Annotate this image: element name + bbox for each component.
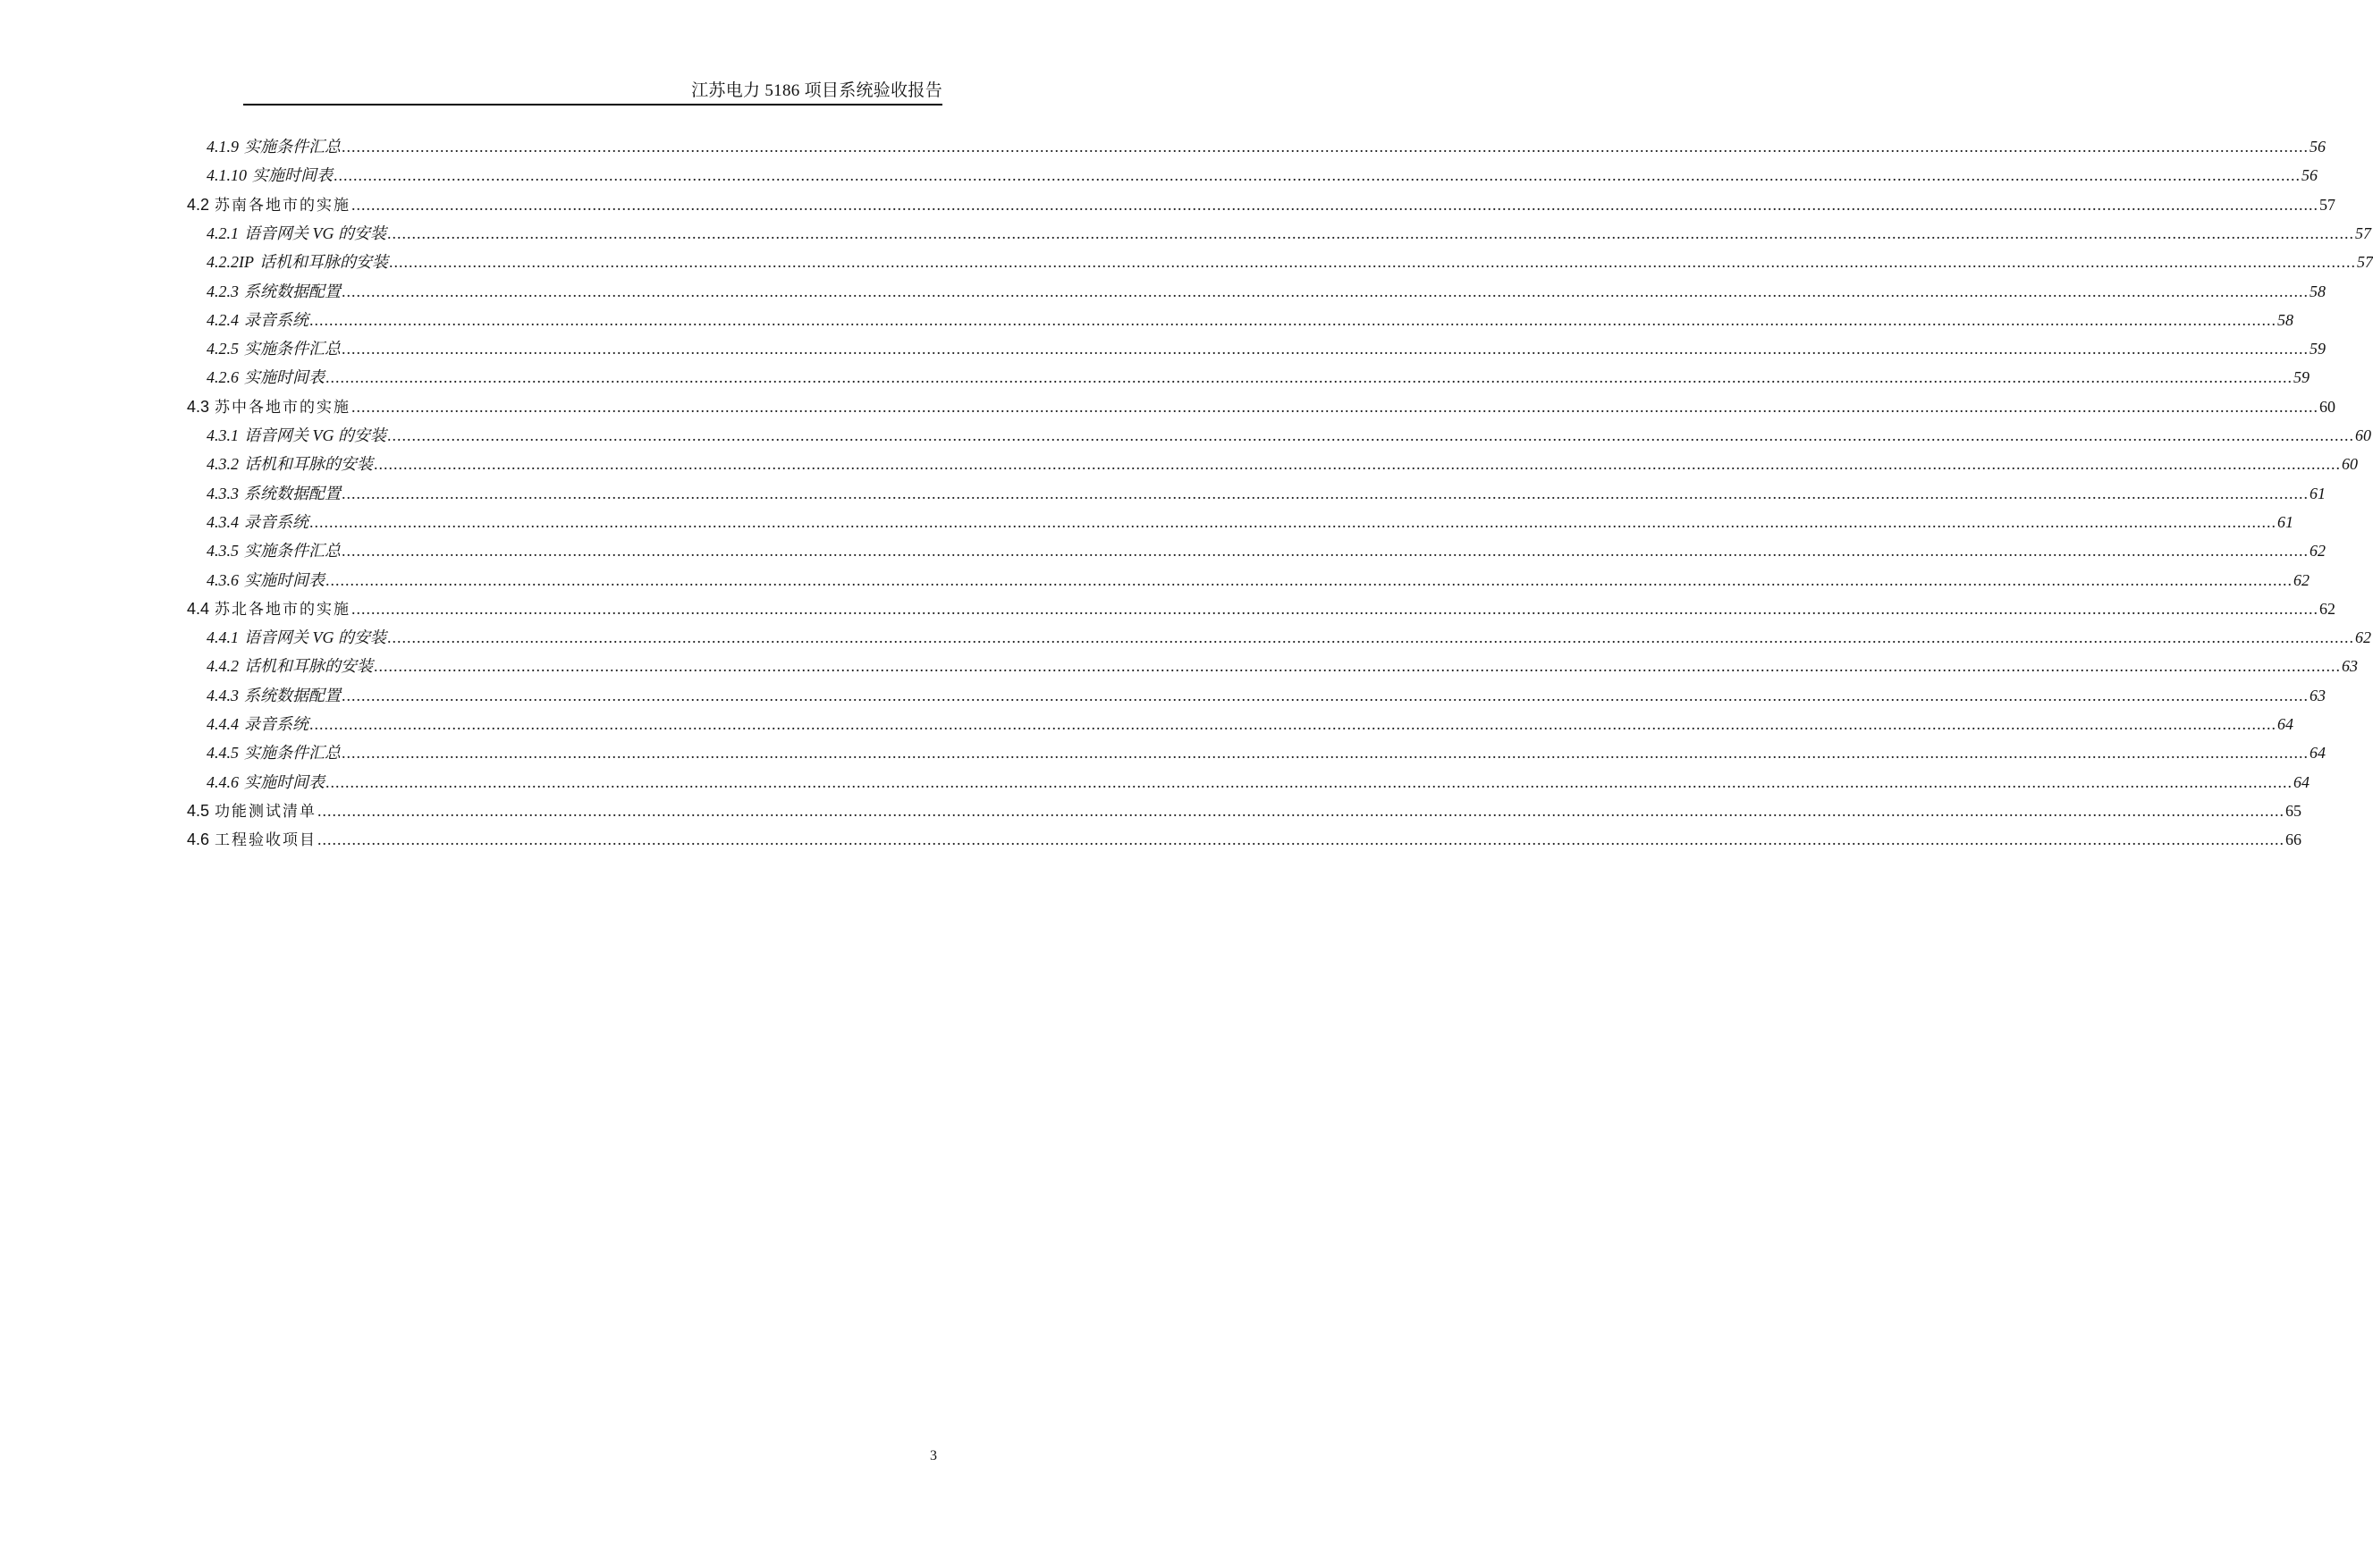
- toc-entry-page: 57: [2355, 223, 2371, 242]
- toc-entry-number: 4.2.2IP: [207, 253, 254, 272]
- toc-leader-dots: ................................................................................................................................................................................................................................................................................................................................................................................................................: [334, 166, 2301, 185]
- toc-leader-dots: ................................................................................................................................................................................................................................................................................................................................................................................................................: [342, 484, 2309, 502]
- toc-entry[interactable]: [207, 133, 2326, 160]
- toc-entry-page: 64: [2277, 715, 2293, 733]
- toc-entry-label: 实施条件汇总: [244, 138, 341, 156]
- toc-entry-label: 实施时间表: [244, 570, 325, 589]
- toc-leader-dots: ................................................................................................................................................................................................................................................................................................................................................................................................................: [317, 801, 2285, 820]
- toc-entry-label: 录音系统: [244, 715, 308, 733]
- toc-leader-dots: ................................................................................................................................................................................................................................................................................................................................................................................................................: [351, 397, 2319, 416]
- toc-entry-page: 63: [2310, 686, 2326, 704]
- toc-entry-label: 实施时间表: [244, 772, 325, 791]
- toc-entry-number: 4.2: [187, 195, 210, 214]
- toc-entry[interactable]: [207, 162, 2318, 189]
- toc-entry-number: 4.5: [187, 801, 210, 820]
- toc-entry-page: 59: [2293, 368, 2310, 387]
- toc-entry-number: 4.3.4: [207, 512, 239, 531]
- toc-entry[interactable]: [207, 509, 2293, 535]
- toc-entry-page: 60: [2355, 426, 2371, 444]
- toc-entry-label: 系统数据配置: [244, 282, 341, 300]
- toc-leader-dots: ................................................................................................................................................................................................................................................................................................................................................................................................................: [389, 253, 2356, 272]
- toc-entry-page: 62: [2310, 542, 2326, 561]
- toc-entry[interactable]: [207, 249, 2373, 275]
- toc-leader-dots: ................................................................................................................................................................................................................................................................................................................................................................................................................: [342, 542, 2309, 561]
- toc-entry-number: 4.2.1: [207, 223, 239, 242]
- toc-entry-label: 系统数据配置: [244, 686, 341, 704]
- toc-entry-label: 工程验收项目: [215, 831, 317, 849]
- toc-entry-page: 64: [2293, 772, 2310, 791]
- toc-entry[interactable]: [187, 826, 2302, 853]
- toc-entry-page: 57: [2357, 253, 2373, 272]
- toc-entry-number: 4.1.10: [207, 166, 247, 185]
- toc-entry-number: 4.4.6: [207, 772, 239, 791]
- toc-leader-dots: ................................................................................................................................................................................................................................................................................................................................................................................................................: [387, 628, 2354, 647]
- toc-entry-label: 苏南各地市的实施: [215, 196, 351, 214]
- toc-entry-label: 实施条件汇总: [244, 542, 341, 561]
- toc-entry-number: 4.2.3: [207, 282, 239, 300]
- toc-entry[interactable]: [207, 682, 2326, 709]
- toc-entry-number: 4.4.3: [207, 686, 239, 704]
- toc-leader-dots: ................................................................................................................................................................................................................................................................................................................................................................................................................: [342, 686, 2309, 704]
- toc-entry-page: 61: [2310, 484, 2326, 502]
- toc-entry-page: 62: [2293, 570, 2310, 589]
- toc-entry-page: 66: [2285, 830, 2302, 849]
- toc-entry-number: 4.3.6: [207, 570, 239, 589]
- document-title: 江苏电力 5186 项目系统验收报告: [691, 81, 942, 100]
- page-header: [243, 77, 942, 105]
- toc-entry-label: 实施时间表: [244, 368, 325, 387]
- toc-entry-page: 62: [2319, 599, 2336, 618]
- toc-leader-dots: ................................................................................................................................................................................................................................................................................................................................................................................................................: [342, 744, 2309, 763]
- toc-leader-dots: ................................................................................................................................................................................................................................................................................................................................................................................................................: [309, 715, 2276, 733]
- toc-entry-number: 4.3: [187, 397, 210, 416]
- toc-entry-number: 4.2.4: [207, 310, 239, 329]
- toc-entry-number: 4.3.5: [207, 542, 239, 561]
- toc-leader-dots: ................................................................................................................................................................................................................................................................................................................................................................................................................: [342, 138, 2309, 156]
- toc-entry[interactable]: [187, 393, 2336, 420]
- toc-entry-page: 57: [2319, 195, 2336, 214]
- toc-entry[interactable]: [207, 335, 2326, 362]
- toc-entry-number: 4.2.6: [207, 368, 239, 387]
- toc-entry-page: 60: [2319, 397, 2336, 416]
- toc-entry-page: 61: [2277, 512, 2293, 531]
- toc-leader-dots: ................................................................................................................................................................................................................................................................................................................................................................................................................: [325, 570, 2293, 589]
- toc-entry-label: 录音系统: [244, 310, 308, 329]
- toc-entry-page: 60: [2342, 455, 2358, 474]
- toc-leader-dots: ................................................................................................................................................................................................................................................................................................................................................................................................................: [309, 512, 2276, 531]
- toc-entry-number: 4.4.2: [207, 657, 239, 676]
- toc-leader-dots: ................................................................................................................................................................................................................................................................................................................................................................................................................: [387, 223, 2354, 242]
- toc-entry[interactable]: [207, 422, 2371, 449]
- page-number: 3: [930, 1448, 937, 1463]
- toc-entry-number: 4.6: [187, 830, 210, 849]
- toc-entry-number: 4.3.2: [207, 455, 239, 474]
- toc-leader-dots: ................................................................................................................................................................................................................................................................................................................................................................................................................: [387, 426, 2354, 444]
- toc-entry-label: 语音网关 VG 的安装: [244, 223, 386, 242]
- toc-leader-dots: ................................................................................................................................................................................................................................................................................................................................................................................................................: [325, 772, 2293, 791]
- toc-leader-dots: ................................................................................................................................................................................................................................................................................................................................................................................................................: [309, 310, 2276, 329]
- toc-entry-number: 4.4.5: [207, 744, 239, 763]
- toc-entry-label: 话机和耳脉的安装: [259, 253, 388, 272]
- toc-entry-page: 65: [2285, 801, 2302, 820]
- toc-leader-dots: ................................................................................................................................................................................................................................................................................................................................................................................................................: [342, 282, 2309, 300]
- toc-entry-page: 56: [2301, 166, 2318, 185]
- toc-entry-label: 语音网关 VG 的安装: [244, 628, 386, 647]
- toc-entry-label: 系统数据配置: [244, 484, 341, 502]
- toc-entry-label: 实施条件汇总: [244, 340, 341, 358]
- toc-entry-page: 62: [2355, 628, 2371, 647]
- toc-entry-label: 苏中各地市的实施: [215, 398, 351, 416]
- toc-entry-page: 64: [2310, 744, 2326, 763]
- toc-entry-label: 录音系统: [244, 512, 308, 531]
- toc-entry-page: 58: [2310, 282, 2326, 300]
- toc-leader-dots: ................................................................................................................................................................................................................................................................................................................................................................................................................: [317, 830, 2285, 849]
- toc-entry-number: 4.4.1: [207, 628, 239, 647]
- toc-entry-label: 实施时间表: [252, 166, 333, 185]
- toc-entry-number: 4.4: [187, 599, 210, 618]
- toc-leader-dots: ................................................................................................................................................................................................................................................................................................................................................................................................................: [374, 657, 2341, 676]
- toc-entry-number: 4.2.5: [207, 340, 239, 358]
- toc-entry[interactable]: [207, 567, 2310, 594]
- toc-entry[interactable]: [207, 624, 2371, 651]
- toc-entry[interactable]: [207, 711, 2293, 738]
- toc-entry-page: 58: [2277, 310, 2293, 329]
- toc-entry-number: 4.1.9: [207, 138, 239, 156]
- toc-entry-number: 4.3.3: [207, 484, 239, 502]
- toc-entry-label: 话机和耳脉的安装: [244, 455, 373, 474]
- toc-entry-page: 59: [2310, 340, 2326, 358]
- toc-entry-page: 63: [2342, 657, 2358, 676]
- toc-entry-number: 4.4.4: [207, 715, 239, 733]
- toc-leader-dots: ................................................................................................................................................................................................................................................................................................................................................................................................................: [342, 340, 2309, 358]
- toc-leader-dots: ................................................................................................................................................................................................................................................................................................................................................................................................................: [351, 599, 2319, 618]
- toc-entry[interactable]: [207, 307, 2293, 333]
- toc-entry-label: 话机和耳脉的安装: [244, 657, 373, 676]
- toc-entry[interactable]: [207, 220, 2371, 247]
- toc-entry[interactable]: [187, 191, 2336, 218]
- toc-leader-dots: ................................................................................................................................................................................................................................................................................................................................................................................................................: [374, 455, 2341, 474]
- toc-entry-label: 苏北各地市的实施: [215, 600, 351, 618]
- toc-entry-number: 4.3.1: [207, 426, 239, 444]
- toc-entry[interactable]: [207, 769, 2310, 796]
- toc-entry[interactable]: [207, 278, 2326, 305]
- toc-entry[interactable]: [187, 797, 2302, 824]
- toc-entry-label: 功能测试清单: [215, 802, 317, 820]
- toc-leader-dots: ................................................................................................................................................................................................................................................................................................................................................................................................................: [325, 368, 2293, 387]
- toc-entry-page: 56: [2310, 138, 2326, 156]
- toc-entry[interactable]: [207, 537, 2326, 564]
- toc-entry-label: 语音网关 VG 的安装: [244, 426, 386, 444]
- toc-entry[interactable]: [207, 364, 2310, 391]
- toc-entry[interactable]: [207, 653, 2358, 679]
- toc-leader-dots: ................................................................................................................................................................................................................................................................................................................................................................................................................: [351, 195, 2319, 214]
- toc-entry[interactable]: [207, 451, 2358, 477]
- toc-entry[interactable]: [187, 595, 2336, 622]
- toc-entry[interactable]: [207, 739, 2326, 766]
- toc-entry-label: 实施条件汇总: [244, 744, 341, 763]
- toc-entry[interactable]: [207, 480, 2326, 507]
